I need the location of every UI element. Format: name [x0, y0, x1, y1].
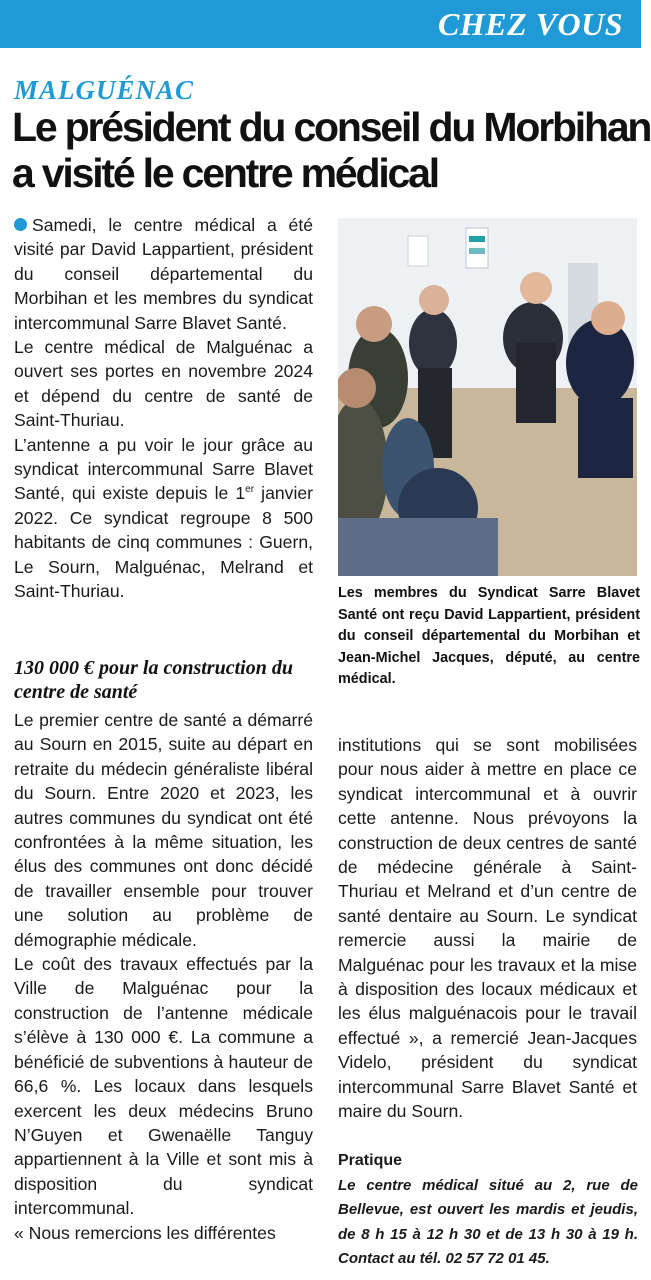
body-column-left	[14, 708, 313, 1245]
intro-text-3b: janvier 2022. Ce syndicat regroupe 8 500 habitants de cinq communes : Guern, Le Sourn, Malguénac, Melrand et Saint-Thuriau.	[14, 483, 313, 602]
headline-line-1: Le président du conseil du Morbihan	[12, 104, 651, 150]
body-paragraph-3-continued: institutions qui se sont mobilisées pour nous aider à mettre en place ce syndicat intercommunal et à ouvrir cette antenne. Nous prévoyons la construction de deux centres de santé de médecine générale à Saint-Thuriau et Melrand et d’un centre de santé dentaire au Sourn. Le syndicat remercie aussi la mairie de Malguénac pour les travaux et la mise à disposition des locaux médicaux et les élus malguénacois pour le travail effectué », a remercié Jean-Jacques Videlo, président du syndicat intercommunal Sarre Blavet Santé et maire du Sourn.	[338, 735, 637, 1122]
practical-info-text: Le centre médical situé au 2, rue de Bellevue, est ouvert les mardis et jeudis, de 8 h 15 à 12 h 30 et de 13 h 30 à 19 h. Contact au tél. 02 57 72 01 45.	[338, 1177, 638, 1268]
intro-text-1: Samedi, le centre médical a été visité par David Lappartient, président du conseil départemental du Morbihan et les membres du syndicat intercommunal Sarre Blavet Santé.	[14, 215, 313, 333]
article-photo	[338, 218, 637, 576]
intro-paragraph-1	[14, 213, 313, 335]
article-headline	[12, 104, 651, 196]
body-paragraph-1: Le premier centre de santé a démarré au Sourn en 2015, suite au départ en retraite du médecin généraliste libéral du Sourn. Entre 2020 et 2023, les autres communes du syndicat ont été confrontées à la même situation, les élus des communes ont donc décidé de travailler ensemble pour trouver une solution au problème de démographie médicale.	[14, 710, 313, 950]
intro-column	[14, 213, 313, 604]
meeting-photo-illustration	[338, 218, 637, 576]
body-paragraph-2: Le coût des travaux effectués par la Ville de Malguénac pour la construction de l’antenne médicale s’élève à 130 000 €. La commune a bénéficié de subventions à hauteur de 66,6 %. Les locaux dans lesquels exercent les deux médecins Bruno N’Guyen et Gwenaëlle Tanguy appartiennent à la Ville et sont mis à disposition du syndicat intercommunal.	[14, 954, 313, 1219]
body-column-right	[338, 733, 637, 1124]
section-banner	[0, 0, 641, 48]
ordinal-sup: er	[245, 484, 255, 496]
subheading: 130 000 € pour la construction du centre de santé	[14, 657, 293, 703]
practical-info-title: Pratique	[338, 1152, 403, 1169]
intro-text-3a: L’antenne a pu voir le jour grâce au syndicat intercommunal Sarre Blavet Santé, qui existe depuis le 1	[14, 434, 313, 504]
location-kicker: MALGUÉNAC	[14, 75, 195, 105]
photo-caption: Les membres du Syndicat Sarre Blavet Santé ont reçu David Lappartient, président du conseil départemental du Morbihan et Jean-Michel Jacques, député, au centre médical.	[338, 585, 640, 687]
section-label: CHEZ VOUS	[438, 6, 623, 42]
headline-line-2: a visité le centre médical	[12, 150, 438, 196]
bullet-icon	[14, 218, 27, 231]
intro-paragraph-2: Le centre médical de Malguénac a ouvert ses portes en novembre 2024 et dépend du centre de santé de Saint-Thuriau.	[14, 337, 313, 431]
body-paragraph-3-start: « Nous remercions les différentes	[14, 1222, 276, 1243]
intro-paragraph-3	[14, 433, 313, 604]
